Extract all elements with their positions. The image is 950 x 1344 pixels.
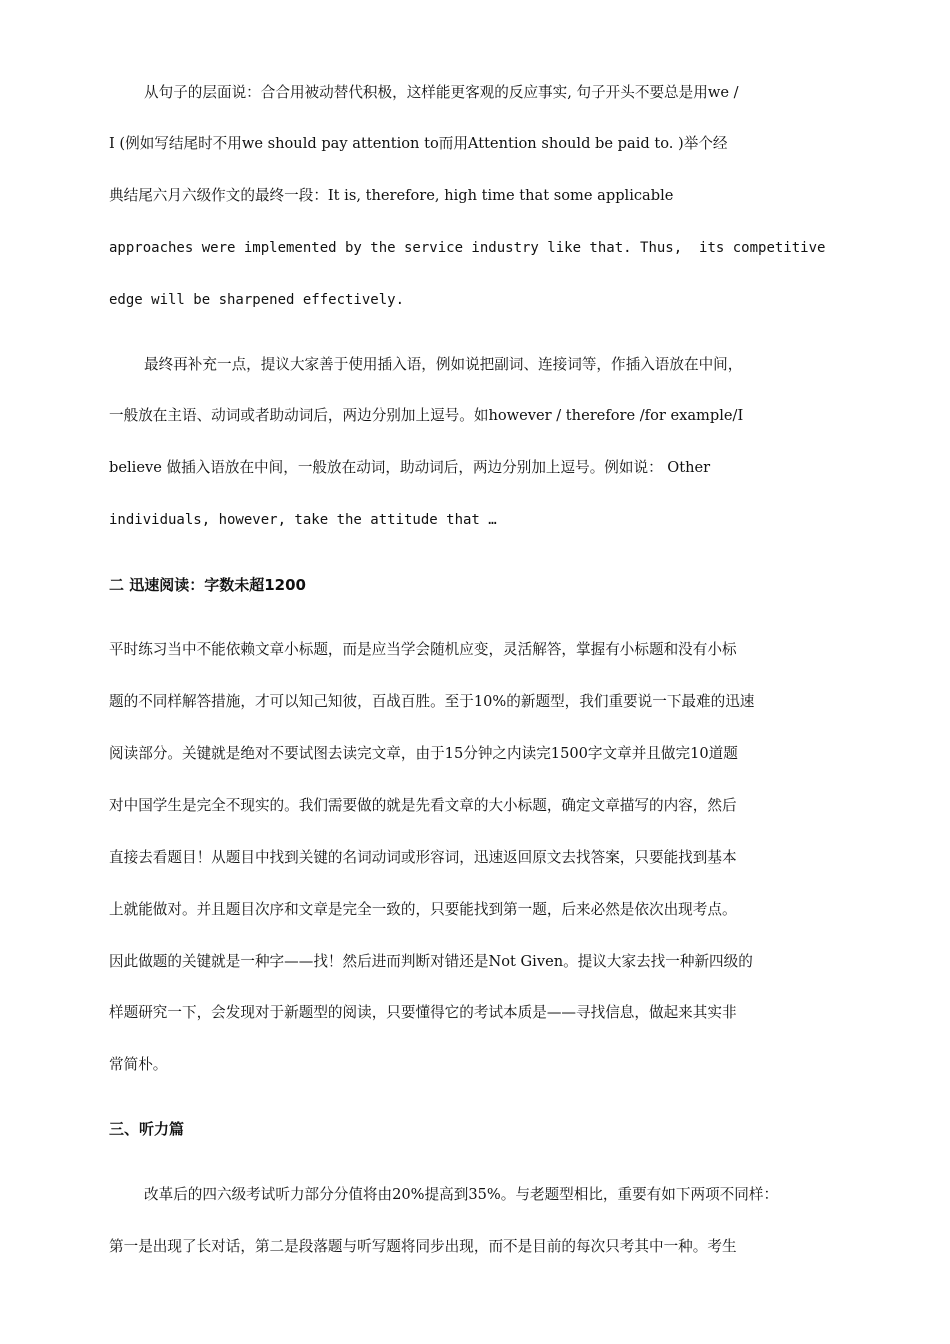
- paragraph-2-line-2: 一般放在主语、动词或者助动词后，两边分别加上逗号。如however / therefore /for example/I: [109, 407, 744, 424]
- section-2-line-6: 上就能做对。并且题目次序和文章是完全一致的，只要能找到第一题，后来必然是依次出现考点。: [109, 901, 737, 918]
- section-2-line-1: 平时练习当中不能依赖文章小标题，而是应当学会随机应变，灵活解答，掌握有小标题和没有小标: [109, 641, 737, 658]
- paragraph-1-line-1: 从句子的层面说：合合用被动替代积极，这样能更客观的反应事实, 句子开头不要总是用we /: [144, 84, 739, 101]
- paragraph-2-line-4: individuals, however, take the attitude that …: [109, 512, 497, 528]
- section-3-heading: 三、听力篇: [109, 1120, 185, 1138]
- paragraph-2-line-3: believe 做插入语放在中间，一般放在动词，助动词后，两边分别加上逗号。例如说： Other: [109, 459, 711, 476]
- paragraph-2-line-1: 最终再补充一点，提议大家善于使用插入语，例如说把副词、连接词等，作插入语放在中间，: [144, 356, 743, 373]
- section-2-line-3: 阅读部分。关键就是绝对不要试图去读完文章，由于15分钟之内读完1500字文章并且做完10道题: [109, 745, 738, 762]
- section-2-line-8: 样题研究一下，会发现对于新题型的阅读，只要懂得它的考试本质是——寻找信息，做起来其实非: [109, 1004, 737, 1021]
- section-2-heading: 二 迅速阅读：字数未超1200: [109, 576, 306, 594]
- paragraph-1-line-2: I (例如写结尾时不用we should pay attention to而用Attention should be paid to. )举个经: [109, 135, 728, 152]
- paragraph-1-line-5: edge will be sharpened effectively.: [109, 292, 405, 308]
- section-2-line-7: 因此做题的关键就是一种字——找！然后进而判断对错还是Not Given。提议大家去找一种新四级的: [109, 953, 753, 970]
- paragraph-1-line-3: 典结尾六月六级作文的最终一段：It is, therefore, high time that some applicable: [109, 187, 674, 204]
- section-3-line-1: 改革后的四六级考试听力部分分值将由20%提高到35%。与老题型相比，重要有如下两项不同样：: [144, 1186, 779, 1203]
- section-2-line-2: 题的不同样解答措施，才可以知己知彼，百战百胜。至于10%的新题型，我们重要说一下最难的迅速: [109, 693, 755, 710]
- section-2-line-4: 对中国学生是完全不现实的。我们需要做的就是先看文章的大小标题，确定文章描写的内容，然后: [109, 797, 737, 814]
- section-2-line-9: 常简朴。: [109, 1056, 168, 1073]
- section-2-line-5: 直接去看题目！从题目中找到关键的名词动词或形容词，迅速返回原文去找答案，只要能找到基本: [109, 849, 737, 866]
- paragraph-1-line-4: approaches were implemented by the service industry like that. Thus, its competitive: [109, 240, 826, 256]
- section-3-line-2: 第一是出现了长对话，第二是段落题与听写题将同步出现，而不是目前的每次只考其中一种。考生: [109, 1238, 737, 1255]
